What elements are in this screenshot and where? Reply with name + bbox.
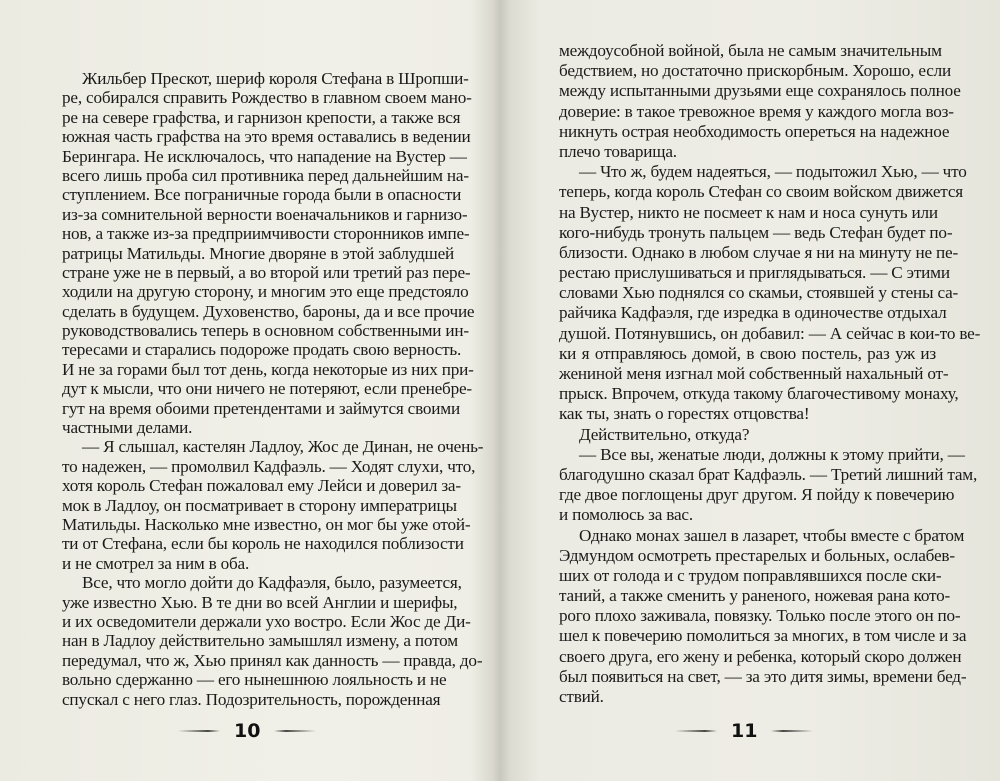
- page-number-right: [675, 720, 813, 742]
- text-line: Берингара. Не исключалось, что нападение на Вустер —: [62, 146, 467, 166]
- text-line: уже известно Хью. В те дни во всей Англии и шерифы,: [62, 592, 458, 612]
- text-line: и не смотрел за ним в оба.: [62, 553, 250, 573]
- text-line: жениной меня изгнал мой собственный нахальный от-: [559, 364, 949, 383]
- page-number: 11: [731, 720, 758, 742]
- arrow-ornament-icon: [675, 727, 717, 735]
- text-line: ступлением. Все пограничные города были в опасности: [62, 185, 462, 205]
- text-line: стране уже не в первый, а во второй или третий раз пере-: [62, 262, 471, 282]
- text-line: южная часть графства на это время оставались в ведении: [62, 127, 471, 147]
- text-line: словами Хью поднялся со скамьи, стоявшей у стены са-: [559, 283, 959, 303]
- text-line: рестаю прислушиваться и приглядываться. — С этими: [559, 263, 950, 283]
- page-number-left: [178, 720, 316, 742]
- text-line: ки я отправляюсь домой, в свою постель, раз уж из: [559, 343, 936, 363]
- left-page-text: [62, 69, 484, 709]
- text-line: частными делами.: [62, 418, 193, 438]
- text-line: Жильбер Прескот, шериф короля Стефана в Шропши-: [82, 69, 469, 88]
- text-line: близости. Однако в любом случае я ни на минуту не пе-: [559, 242, 959, 262]
- text-line: душой. Потянувшись, он добавил: — А сейчас в кои-то ве-: [559, 323, 981, 343]
- text-line: дут к мысли, что они ничего не потеряют, если пренебре-: [62, 379, 472, 399]
- text-line: ти от Стефана, если бы король не находился поблизости: [62, 534, 464, 554]
- text-line: ходили на другую сторону, и многим это еще предстояло: [62, 282, 469, 302]
- text-line: плечо товарища.: [559, 141, 677, 161]
- text-line: всего лишь проба сил противника перед дальнейшим на-: [62, 165, 469, 185]
- text-line: — Я слышал, кастелян Ладлоу, Жос де Динан, не очень-: [82, 437, 484, 457]
- text-line: как ты, знать о горестях отцовства!: [559, 404, 810, 424]
- text-line: тересами и старались подороже продать свою верность.: [62, 340, 462, 360]
- text-line: передумал, что ж, Хью принял как данность — правда, до-: [62, 650, 483, 670]
- right-page-text: [559, 41, 981, 707]
- text-line: доверие: в такое тревожное время у каждого могла воз-: [559, 101, 954, 121]
- text-line: из-за сомнительной верности военачальников и гарнизо-: [62, 204, 468, 224]
- text-line: то надежен, — промолвил Кадфаэль. — Ходят слухи, что,: [62, 456, 476, 476]
- text-line: И не за горами был тот день, когда некоторые из них при-: [62, 359, 474, 379]
- text-line: гут на время обоими претендентами и займутся своими: [62, 398, 460, 418]
- text-line: вольно сдержанно — его нынешнюю лояльность и не: [62, 670, 447, 690]
- text-line: и их осведомители держали ухо востро. Если Жос де Ди-: [62, 611, 471, 631]
- text-line: и помолюсь за вас.: [559, 505, 693, 525]
- text-line: прыск. Впрочем, откуда такому благочестивому монаху,: [559, 384, 959, 404]
- arrow-ornament-icon: [178, 727, 220, 735]
- text-line: междоусобной войной, была не самым значительным: [559, 41, 942, 60]
- text-line: — Все вы, женатые люди, должны к этому прийти, —: [579, 444, 965, 464]
- text-line: на Вустер, никто не посмеет к нам и носа сунуть или: [559, 202, 938, 222]
- text-line: ших от голода и с трудом поправлявшихся после ски-: [559, 565, 942, 585]
- text-line: Матильды. Насколько мне известно, он мог бы уже отой-: [62, 514, 471, 534]
- text-line: ре на севере графства, и гарнизон крепости, а также вся: [62, 107, 461, 127]
- text-line: Действительно, откуда?: [579, 424, 750, 444]
- text-line: кого-нибудь тронуть пальцем — ведь Стефан будет по-: [559, 222, 953, 242]
- text-line: своего друга, его жену и ребенка, который скоро должен: [559, 646, 962, 666]
- text-line: таний, а также сменить у раненого, ножевая рана кото-: [559, 586, 951, 606]
- text-line: шел к повечерию помолиться за многих, в том числе и за: [559, 626, 967, 646]
- page-number: 10: [234, 720, 261, 742]
- text-line: благодушно сказал брат Кадфаэль. — Третий лишний там,: [559, 464, 978, 484]
- text-line: рого плохо заживала, повязку. Только после этого он по-: [559, 606, 961, 626]
- text-line: Все, что могло дойти до Кадфаэля, было, разумеется,: [82, 573, 462, 593]
- text-line: мок в Ладлоу, он посматривает в сторону императрицы: [62, 495, 457, 515]
- text-line: ре, собирался справить Рождество в главном своем мано-: [62, 88, 472, 108]
- text-line: между испытанными друзьями еще сохранялось полное: [559, 81, 961, 101]
- text-line: Эдмундом осмотреть престарелых и больных, ослабев-: [559, 545, 955, 565]
- text-line: сделать в будущем. Духовенство, бароны, да и все прочие: [62, 301, 475, 321]
- text-line: райчика Кадфаэля, где изредка в одиночестве отдыхал: [559, 303, 947, 323]
- text-line: никнуть острая необходимость опереться на надежное: [559, 121, 950, 141]
- text-line: спускал с него глаз. Подозрительность, порожденная: [62, 689, 441, 709]
- text-line: Однако монах зашел в лазарет, чтобы вместе с братом: [579, 525, 965, 545]
- arrow-ornament-icon: [274, 727, 316, 735]
- text-line: — Что ж, будем надеяться, — подытожил Хью, — что: [579, 162, 967, 182]
- text-line: ратрицы Матильды. Многие дворяне в этой заблудшей: [62, 243, 455, 263]
- text-line: бедствием, но достаточно прискорбным. Хорошо, если: [559, 61, 952, 81]
- text-line: хотя король Стефан пожаловал ему Лейси и доверил за-: [62, 476, 461, 496]
- text-line: нан в Ладлоу действительно замышлял измену, а потом: [62, 631, 458, 651]
- text-line: руководствовались теперь в основном собственными ин-: [62, 321, 469, 341]
- text-line: теперь, когда король Стефан со своим войском движется: [559, 182, 963, 202]
- text-line: был появиться на свет, — за это дитя зимы, времени бед-: [559, 666, 967, 686]
- text-line: ствий.: [559, 687, 604, 706]
- text-line: где двое поглощены друг другом. Я пойду к повечерию: [559, 485, 955, 505]
- text-line: нов, а также из-за предприимчивости сторонников импе-: [62, 224, 470, 244]
- arrow-ornament-icon: [771, 727, 813, 735]
